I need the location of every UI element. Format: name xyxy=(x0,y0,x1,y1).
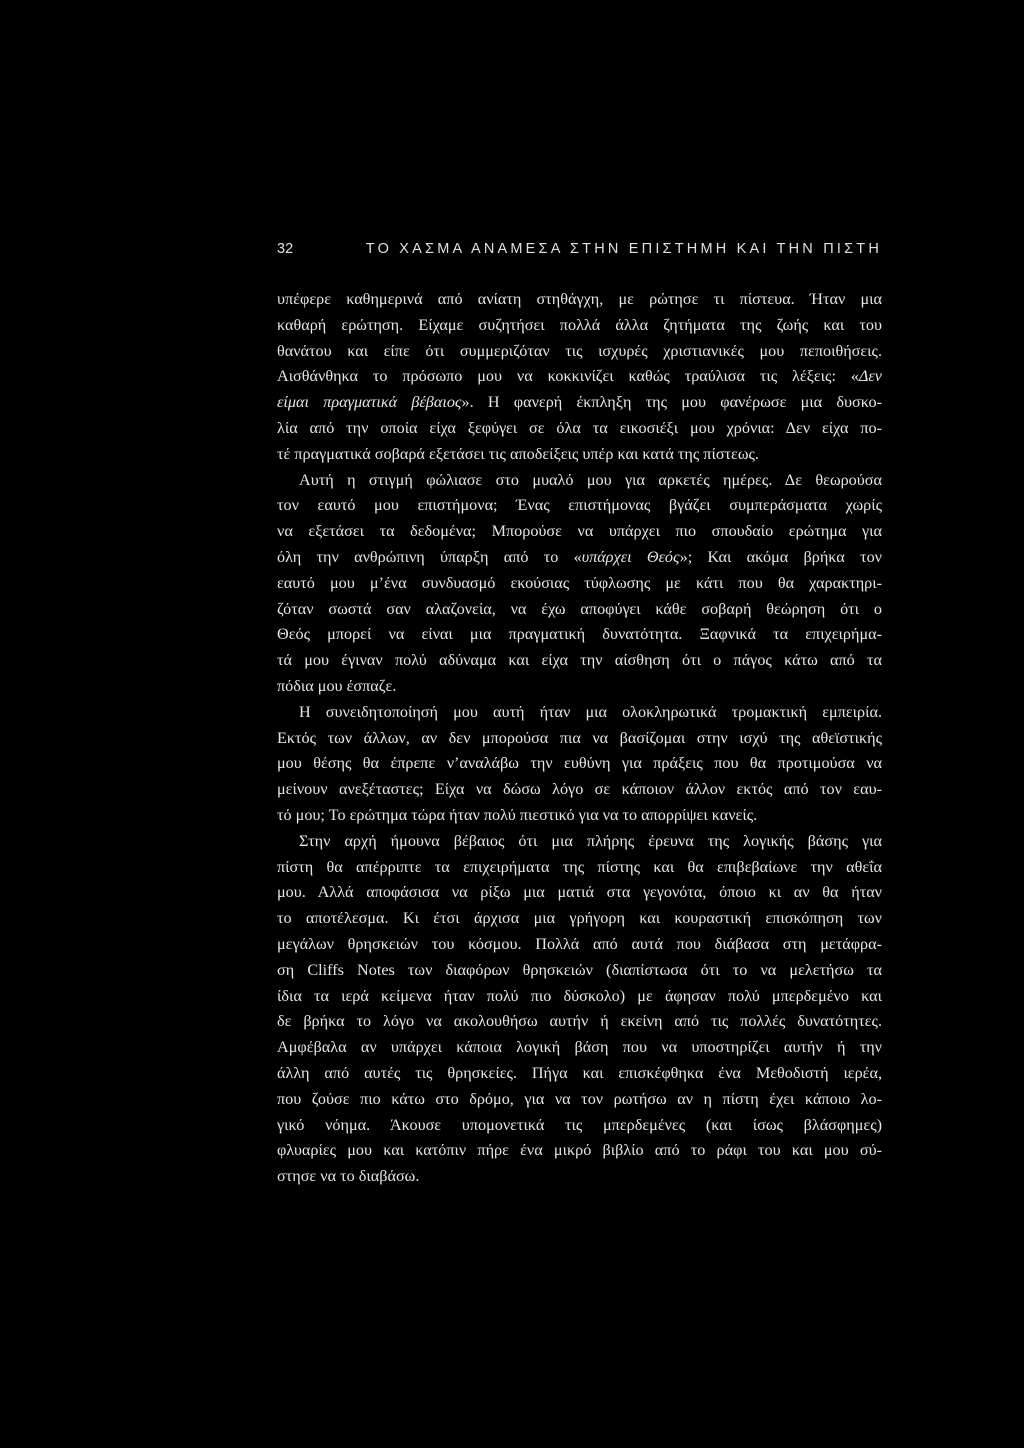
text-span: Θεός μπορεί να είναι μια πραγματική δυνατότητα. Ξαφνικά τα επιχειρήμα- xyxy=(277,625,882,644)
text-span: ίδια τα ιερά κείμενα ήταν πολύ πιο δύσκολο) με άφησαν πολύ μπερδεμένο και xyxy=(277,986,882,1005)
text-span: μεγάλων θρησκειών του κόσμου. Πολλά από αυτά που διάβασα στη μετάφρα- xyxy=(277,934,882,953)
text-span: που ζούσε πιο κάτω στο δρόμο, για να τον ρωτήσω αν η πίστη έχει κάποιο λο- xyxy=(277,1089,882,1108)
text-span: γικό νόημα. Άκουσε υπομονετικά τις μπερδεμένες (και ίσως βλάσφημες) xyxy=(277,1115,882,1134)
text-span: Αισθάνθηκα το πρόσωπο μου να κοκκινίζει καθώς τραύλισα τις λέξεις: « xyxy=(277,367,859,386)
text-line xyxy=(277,751,882,777)
text-line xyxy=(277,1009,882,1035)
text-line xyxy=(277,648,882,674)
text-line xyxy=(277,519,882,545)
text-span: μου θέσης θα έπρεπε ν’αναλάβω την ευθύνη για πράξεις που θα προτιμούσα να xyxy=(277,754,882,773)
text-span: Η συνειδητοποίησή μου αυτή ήταν μια ολοκληρωτικά τρομακτική εμπειρία. xyxy=(299,702,882,721)
text-line xyxy=(277,1061,882,1087)
text-line xyxy=(277,597,882,623)
text-span: ση Cliffs Notes των διαφόρων θρησκειών (διαπίστωσα ότι το να μελετήσω τα xyxy=(277,960,882,979)
text-span: όλη την ανθρώπινη ύπαρξη από το « xyxy=(277,547,582,566)
text-span: υπέφερε καθημερινά από ανίατη στηθάγχη, με ρώτησε τι πίστευα. Ήταν μια xyxy=(277,290,882,308)
text-line xyxy=(277,390,882,416)
body-text xyxy=(277,287,882,1190)
text-line xyxy=(277,442,882,468)
text-line xyxy=(277,855,882,881)
text-span: Στην αρχή ήμουνα βέβαιος ότι μια πλήρης έρευνα της λογικής βάσης για xyxy=(299,831,882,850)
text-span: εαυτό μου μ’ένα συνδυασμό εκούσιας τύφλωσης με κάτι που θα χαρακτηρι- xyxy=(277,573,882,592)
text-span: Εκτός των άλλων, αν δεν μπορούσα πια να βασίζομαι στην ισχύ της αθεϊστικής xyxy=(277,728,882,747)
text-span: άλλη από αυτές τις θρησκείες. Πήγα και επισκέφθηκα ένα Μεθοδιστή ιερέα, xyxy=(277,1063,882,1082)
text-line xyxy=(277,932,882,958)
text-line xyxy=(277,1113,882,1139)
text-span: Αυτή η στιγμή φώλιασε στο μυαλό μου για αρκετές ημέρες. Δε θεωρούσα xyxy=(299,470,882,489)
text-line xyxy=(277,674,882,700)
text-line xyxy=(277,416,882,442)
text-line xyxy=(277,726,882,752)
text-span: πίστη θα απέρριπτε τα επιχειρήματα της πίστης και θα επιβεβαίωνε την αθεΐα xyxy=(277,857,882,876)
text-line xyxy=(277,958,882,984)
text-line xyxy=(277,1087,882,1113)
text-line xyxy=(277,287,882,313)
text-line xyxy=(277,571,882,597)
running-head xyxy=(277,241,882,263)
text-span: στησε να το διαβάσω. xyxy=(277,1167,420,1186)
text-line xyxy=(277,984,882,1010)
italic-text: είμαι πραγματικά βέβαιος xyxy=(277,393,462,412)
text-line xyxy=(277,829,882,855)
italic-text: Δεν xyxy=(858,367,882,386)
text-span: το αποτέλεσμα. Κι έτσι άρχισα μια γρήγορη και κουραστική επισκόπηση των xyxy=(277,909,882,928)
text-span: Αμφέβαλα αν υπάρχει κάποια λογική βάση που να υποστηρίζει αυτήν ή την xyxy=(277,1038,882,1057)
text-line xyxy=(277,1035,882,1061)
text-line xyxy=(277,339,882,365)
text-span: τά μου έγιναν πολύ αδύναμα και είχα την αίσθηση ότι ο πάγος κάτω από τα xyxy=(277,651,882,670)
text-span: ». Η φανερή έκπληξη της μου φανέρωσε μια δυσκο- xyxy=(461,393,883,412)
text-span: τον εαυτό μου επιστήμονα; Ένας επιστήμονας βγάζει συμπεράσματα χωρίς xyxy=(277,496,882,515)
text-line xyxy=(277,493,882,519)
text-line xyxy=(277,1164,882,1190)
text-line xyxy=(277,468,882,494)
page-number: 32 xyxy=(277,241,294,257)
text-span: φλυαρίες μου και κατόπιν πήρε ένα μικρό βιβλίο από το ράφι του και μου σύ- xyxy=(277,1141,882,1160)
text-line xyxy=(277,700,882,726)
text-span: δε βρήκα το λόγο να ακολουθήσω αυτήν ή εκείνη από τις πολλές δυνατότητες. xyxy=(277,1012,882,1031)
text-span: μείνουν ανεξέταστες; Είχα να δώσω λόγο σε κάποιον άλλον εκτός από τον εαυ- xyxy=(277,780,882,799)
text-span: να εξετάσει τα δεδομένα; Μπορούσε να υπάρχει πιο σπουδαίο ερώτημα για xyxy=(277,522,882,541)
text-span: ζόταν σωστά σαν αλαζονεία, να έχω αποφύγει κάθε σοβαρή θεώρηση ότι ο xyxy=(277,599,882,618)
text-line xyxy=(277,777,882,803)
text-span: »; Και ακόμα βρήκα τον xyxy=(679,547,882,566)
text-span: τό μου; Το ερώτημα τώρα ήταν πολύ πιεστικό για να το απορρίψει κανείς. xyxy=(277,805,758,824)
text-line xyxy=(277,364,882,390)
text-span: τέ πραγματικά σοβαρά εξετάσει τις αποδείξεις υπέρ και κατά της πίστεως. xyxy=(277,444,759,463)
text-line xyxy=(277,545,882,571)
text-line xyxy=(277,803,882,829)
text-line xyxy=(277,313,882,339)
text-span: πόδια μου έσπαζε. xyxy=(277,676,397,695)
text-line xyxy=(277,906,882,932)
text-span: λία από την οποία είχα ξεφύγει σε όλα τα εικοσιέξι μου χρόνια: Δεν είχα πο- xyxy=(277,418,882,437)
book-title: ΤΟ ΧΑΣΜΑ ΑΝΑΜΕΣΑ ΣΤΗΝ ΕΠΙΣΤΗΜΗ ΚΑΙ ΤΗΝ ΠΙΣΤΗ xyxy=(365,241,882,257)
text-line xyxy=(277,880,882,906)
text-line xyxy=(277,1138,882,1164)
text-span: καθαρή ερώτηση. Είχαμε συζητήσει πολλά άλλα ζητήματα της ζωής και του xyxy=(277,315,882,334)
text-span: μου. Αλλά αποφάσισα να ρίξω μια ματιά στα γεγονότα, όποιο κι αν θα ήταν xyxy=(277,883,882,902)
text-span: θανάτου και είπε ότι συμμεριζόταν τις ισχυρές χριστιανικές μου πεποιθήσεις. xyxy=(277,341,882,360)
italic-text: υπάρχει Θεός xyxy=(581,547,680,566)
text-line xyxy=(277,622,882,648)
